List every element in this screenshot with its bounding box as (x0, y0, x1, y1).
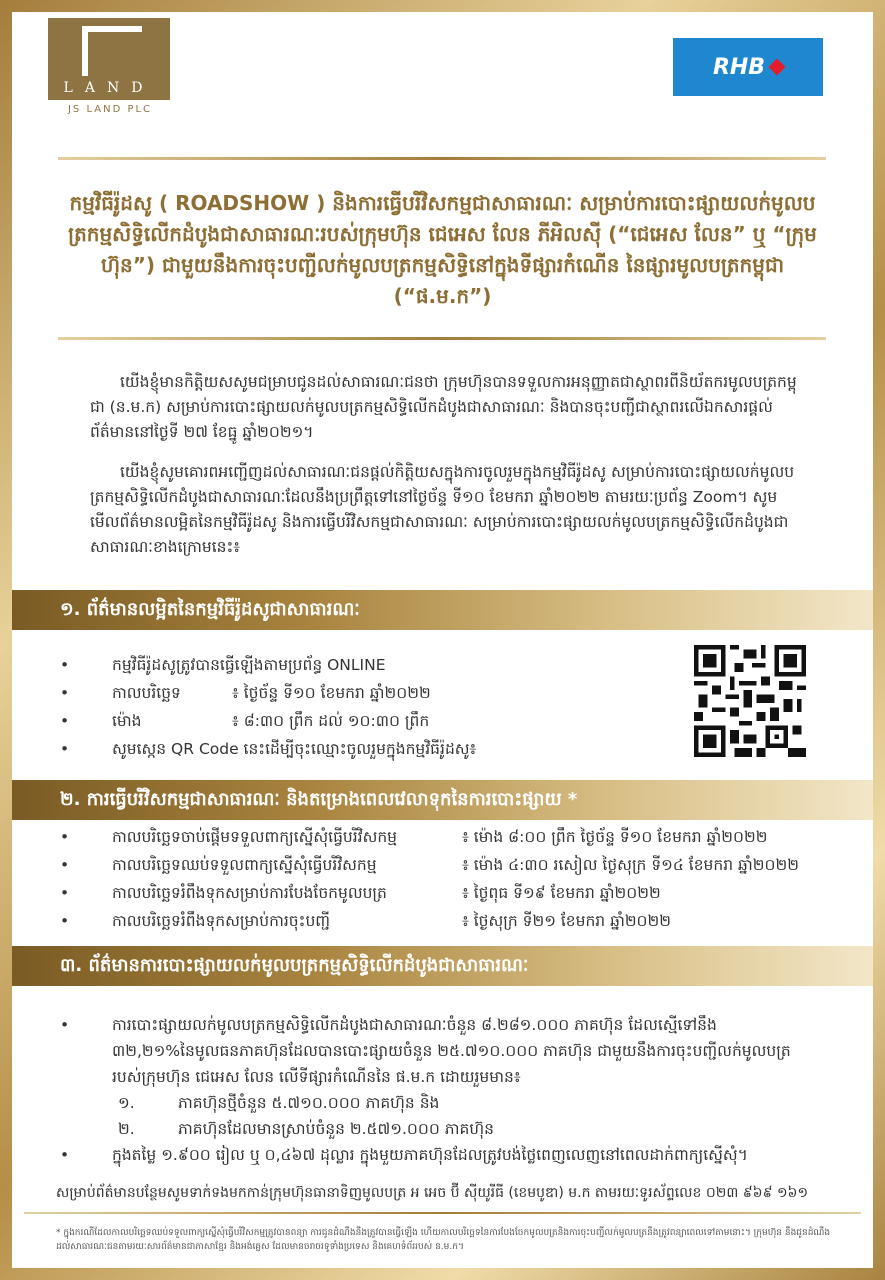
js-land-logo (48, 18, 172, 115)
section-1-list (60, 651, 476, 763)
item-label: កាលបរិច្ឆេទឈប់ទទួលពាក្យស្នើសុំធ្វើបរិវិសកម្ម (112, 856, 377, 874)
rhb-text: RHB (712, 54, 766, 80)
section-3-bullet-2: • ក្នុងតម្លៃ ១.៩០០ រៀល ឬ ០,៤៦៧ ដុល្លារ ក្នុងមួយភាគហ៊ុនដែលត្រូវបង់ថ្លៃពេញលេញនៅពេលដាក់ពាក្យស្នើសុំ។ (60, 1142, 800, 1168)
list-item (60, 907, 799, 935)
list-item (60, 651, 476, 679)
section-3-bullet-1: • ការបោះផ្សាយលក់មូលបត្រកម្មសិទ្ធិលើកដំបូងជាសាធារណៈចំនួន ៨.២៨១.០០០ ភាគហ៊ុន ដែលស្មើទៅនឹង ៣២,២១%នៃមូលធនភាគហ៊ុនដែលបានបោះផ្សាយចំនួន ២៥.៧១០.០០០ ភាគហ៊ុន ជាមួយនឹងការចុះបញ្ជីលក់មូលបត្ររបស់ក្រុមហ៊ុន ជេអេស លែន លើទីផ្សារកំណើននៃ ផ.ម.ក ដោយរួមមាន៖ (60, 1012, 800, 1090)
logo-mark (48, 18, 170, 100)
item-value: ៖ ថ្ងៃពុធ ទី១៩ ខែមករា ឆ្នាំ២០២២ (462, 884, 661, 902)
section-2-heading: ២. ការធ្វើបរិវិសកម្មជាសាធារណៈ និងតម្រោងពេលវេលាទុកនៃការបោះផ្សាយ * (12, 780, 873, 820)
item-label: កាលបរិច្ឆេទរំពឹងទុកសម្រាប់ការចុះបញ្ជី (112, 912, 331, 930)
item-value: ៖ ថ្ងៃច័ន្ទ ទី១០ ខែមករា ឆ្នាំ២០២២ (232, 684, 431, 702)
section-3-body (60, 1012, 800, 1168)
intro-paragraph-2: យើងខ្ញុំសូមគោរពអញ្ជើញដល់សាធារណៈជនផ្តល់កិត្តិយសក្នុងការចូលរួមក្នុងកម្មវិធីរ៉ូដសូ សម្រាប់ការបោះផ្សាយលក់មូលបត្រកម្មសិទ្ធិលើកដំបូងជាសាធារណៈដែលនឹងប្រព្រឹត្តទៅនៅថ្ងៃច័ន្ទ ទី១០ ខែមករា ឆ្នាំ២០២២ តាមរយៈប្រព័ន្ធ Zoom។ សូមមើលព័ត៌មានលម្អិតនៃកម្មវិធីរ៉ូដសូ និងការធ្វើបរិវិសកម្មជាសាធារណៈ សម្រាប់ការបោះផ្សាយលក់មូលបត្រកម្មសិទ្ធិលើកដំបូងជាសាធារណៈខាងក្រោមនេះ៖ (90, 463, 795, 556)
divider-bottom (58, 337, 826, 340)
list-item (60, 823, 799, 851)
divider-top (58, 157, 826, 160)
section-3-subitem (60, 1090, 800, 1116)
section-3-subitem (60, 1116, 800, 1142)
intro-paragraph-1: យើងខ្ញុំមានកិត្តិយសសូមជម្រាបជូនដល់សាធារណៈជនថា ក្រុមហ៊ុនបានទទួលការអនុញ្ញាតជាស្ថាពរពីនិយ័តករមូលបត្រកម្ពុជា (ន.ម.ក) សម្រាប់ការបោះផ្សាយលក់មូលបត្រកម្មសិទ្ធិលើកដំបូងជាសាធារណៈ និងបានចុះបញ្ជីជាស្ថាពរលើឯកសារផ្តល់ព័ត៌មាននៅថ្ងៃទី ២៧ ខែធ្នូ ឆ្នាំ២០២១។ (90, 373, 797, 441)
subitem-text: ភាគហ៊ុនថ្មីចំនួន ៥.៧១០.០០០ ភាគហ៊ុន និង (178, 1094, 440, 1112)
item-label: កាលបរិច្ឆេទ (112, 684, 181, 702)
item-label: ម៉ោង (112, 712, 142, 730)
section-1-heading: ១. ព័ត៌មានលម្អិតនៃកម្មវិធីរ៉ូដសូជាសាធារណៈ (12, 590, 873, 630)
item-value: ៖ ថ្ងៃសុក្រ ទី២១ ខែមករា ឆ្នាំ២០២២ (462, 912, 671, 930)
item-value: ៖ ម៉ោង ៨:០០ ព្រឹក ថ្ងៃច័ន្ទ ទី១០ ខែមករា ឆ្នាំ២០២២ (462, 828, 768, 846)
subitem-number: ១. (118, 1094, 135, 1112)
section-3-heading: ៣. ព័ត៌មានការបោះផ្សាយលក់មូលបត្រកម្មសិទ្ធិលើកដំបូងជាសាធារណៈ (12, 946, 873, 986)
contact-info: សម្រាប់ព័ត៌មានបន្ថែមសូមទាក់ទងមកកាន់ក្រុមហ៊ុនធានាទិញមូលបត្រ អ អេច ប៊ី ស៊ីយូរីធី (ខេមបូឌា) ម.ក តាមរយៈទូរស័ព្ទលេខ ០២៣ ៩៦៩ ១៦១ (56, 1185, 809, 1201)
subitem-number: ២. (118, 1120, 135, 1138)
list-item (60, 679, 476, 707)
item-label: កាលបរិច្ឆេទរំពឹងទុកសម្រាប់ការបែងចែកមូលបត្រ (112, 884, 387, 902)
list-item (60, 707, 476, 735)
subitem-text: ភាគហ៊ុនដែលមានស្រាប់ចំនួន ២.៥៧១.០០០ ភាគហ៊ុន (178, 1120, 494, 1138)
list-item (60, 735, 476, 763)
list-item (60, 851, 799, 879)
page-title: កម្មវិធីរ៉ូដសូ ( ROADSHOW ) និងការធ្វើបរិវិសកម្មជាសាធារណៈ សម្រាប់ការបោះផ្សាយលក់មូលបត្រកម្មសិទ្ធិលើកដំបូងជាសាធារណៈរបស់ក្រុមហ៊ុន ជេអេស លែន ភីអិលស៊ី (“ជេអេស លែន” ឬ “ក្រុមហ៊ុន”) ជាមួយនឹងការចុះបញ្ជីលក់មូលបត្រកម្មសិទ្ធិនៅក្នុងទីផ្សារកំណើន នៃផ្សារមូលបត្រកម្ពុជា (“ផ.ម.ក”) (68, 191, 817, 308)
item-value: ៖ ៨:៣០ ព្រឹក ដល់ ១០:៣០ ព្រឹក (232, 712, 430, 730)
item-label: កាលបរិច្ឆេទចាប់ផ្តើមទទួលពាក្យស្នើសុំធ្វើបរិវិសកម្ម (112, 828, 398, 846)
rhb-logo (673, 38, 823, 96)
logo-letters: LAND (63, 80, 155, 96)
qr-code-icon[interactable] (694, 645, 806, 757)
logo-subtitle: JS LAND PLC (67, 104, 153, 115)
logo-js-shape (82, 26, 142, 76)
rhb-diamond-icon (769, 59, 786, 76)
divider-footer (24, 1212, 861, 1214)
item-value: ៖ ម៉ោង ៤:៣០ រសៀល ថ្ងៃសុក្រ ទី១៤ ខែមករា ឆ្នាំ២០២២ (462, 856, 799, 874)
item-label: សូមស្កេន QR Code នេះដើម្បីចុះឈ្មោះចូលរួមក្នុងកម្មវិធីរ៉ូដសូ៖ (112, 740, 477, 758)
list-item (60, 879, 799, 907)
section-2-list (60, 823, 799, 935)
footnote: * ក្នុងករណីដែលកាលបរិច្ឆេទឈប់ទទួលពាក្យស្នើសុំធ្វើបរិវិសកម្មត្រូវបានពន្យា ការជូនដំណឹងនឹងត្រូវបានធ្វើឡើង ហើយកាលបរិច្ឆេទនៃការបែងចែកមូលបត្រនិងការចុះបញ្ជីលក់មូលបត្រនឹងត្រូវពន្យាពេលទៅតាមនោះ។ ក្រុមហ៊ុន នឹងជូនដំណឹងដល់សាធារណៈជនតាមរយៈសារព័ត៌មានជាភាសាខ្មែរ និងអង់គ្លេស ដែលមានចរាចរទូទាំងប្រទេស និងគេហទំព័ររបស់ ន.ម.ក។ (56, 1228, 831, 1252)
item-label: កម្មវិធីរ៉ូដសូត្រូវបានធ្វើឡើងតាមប្រព័ន្ធ ONLINE (112, 656, 386, 674)
